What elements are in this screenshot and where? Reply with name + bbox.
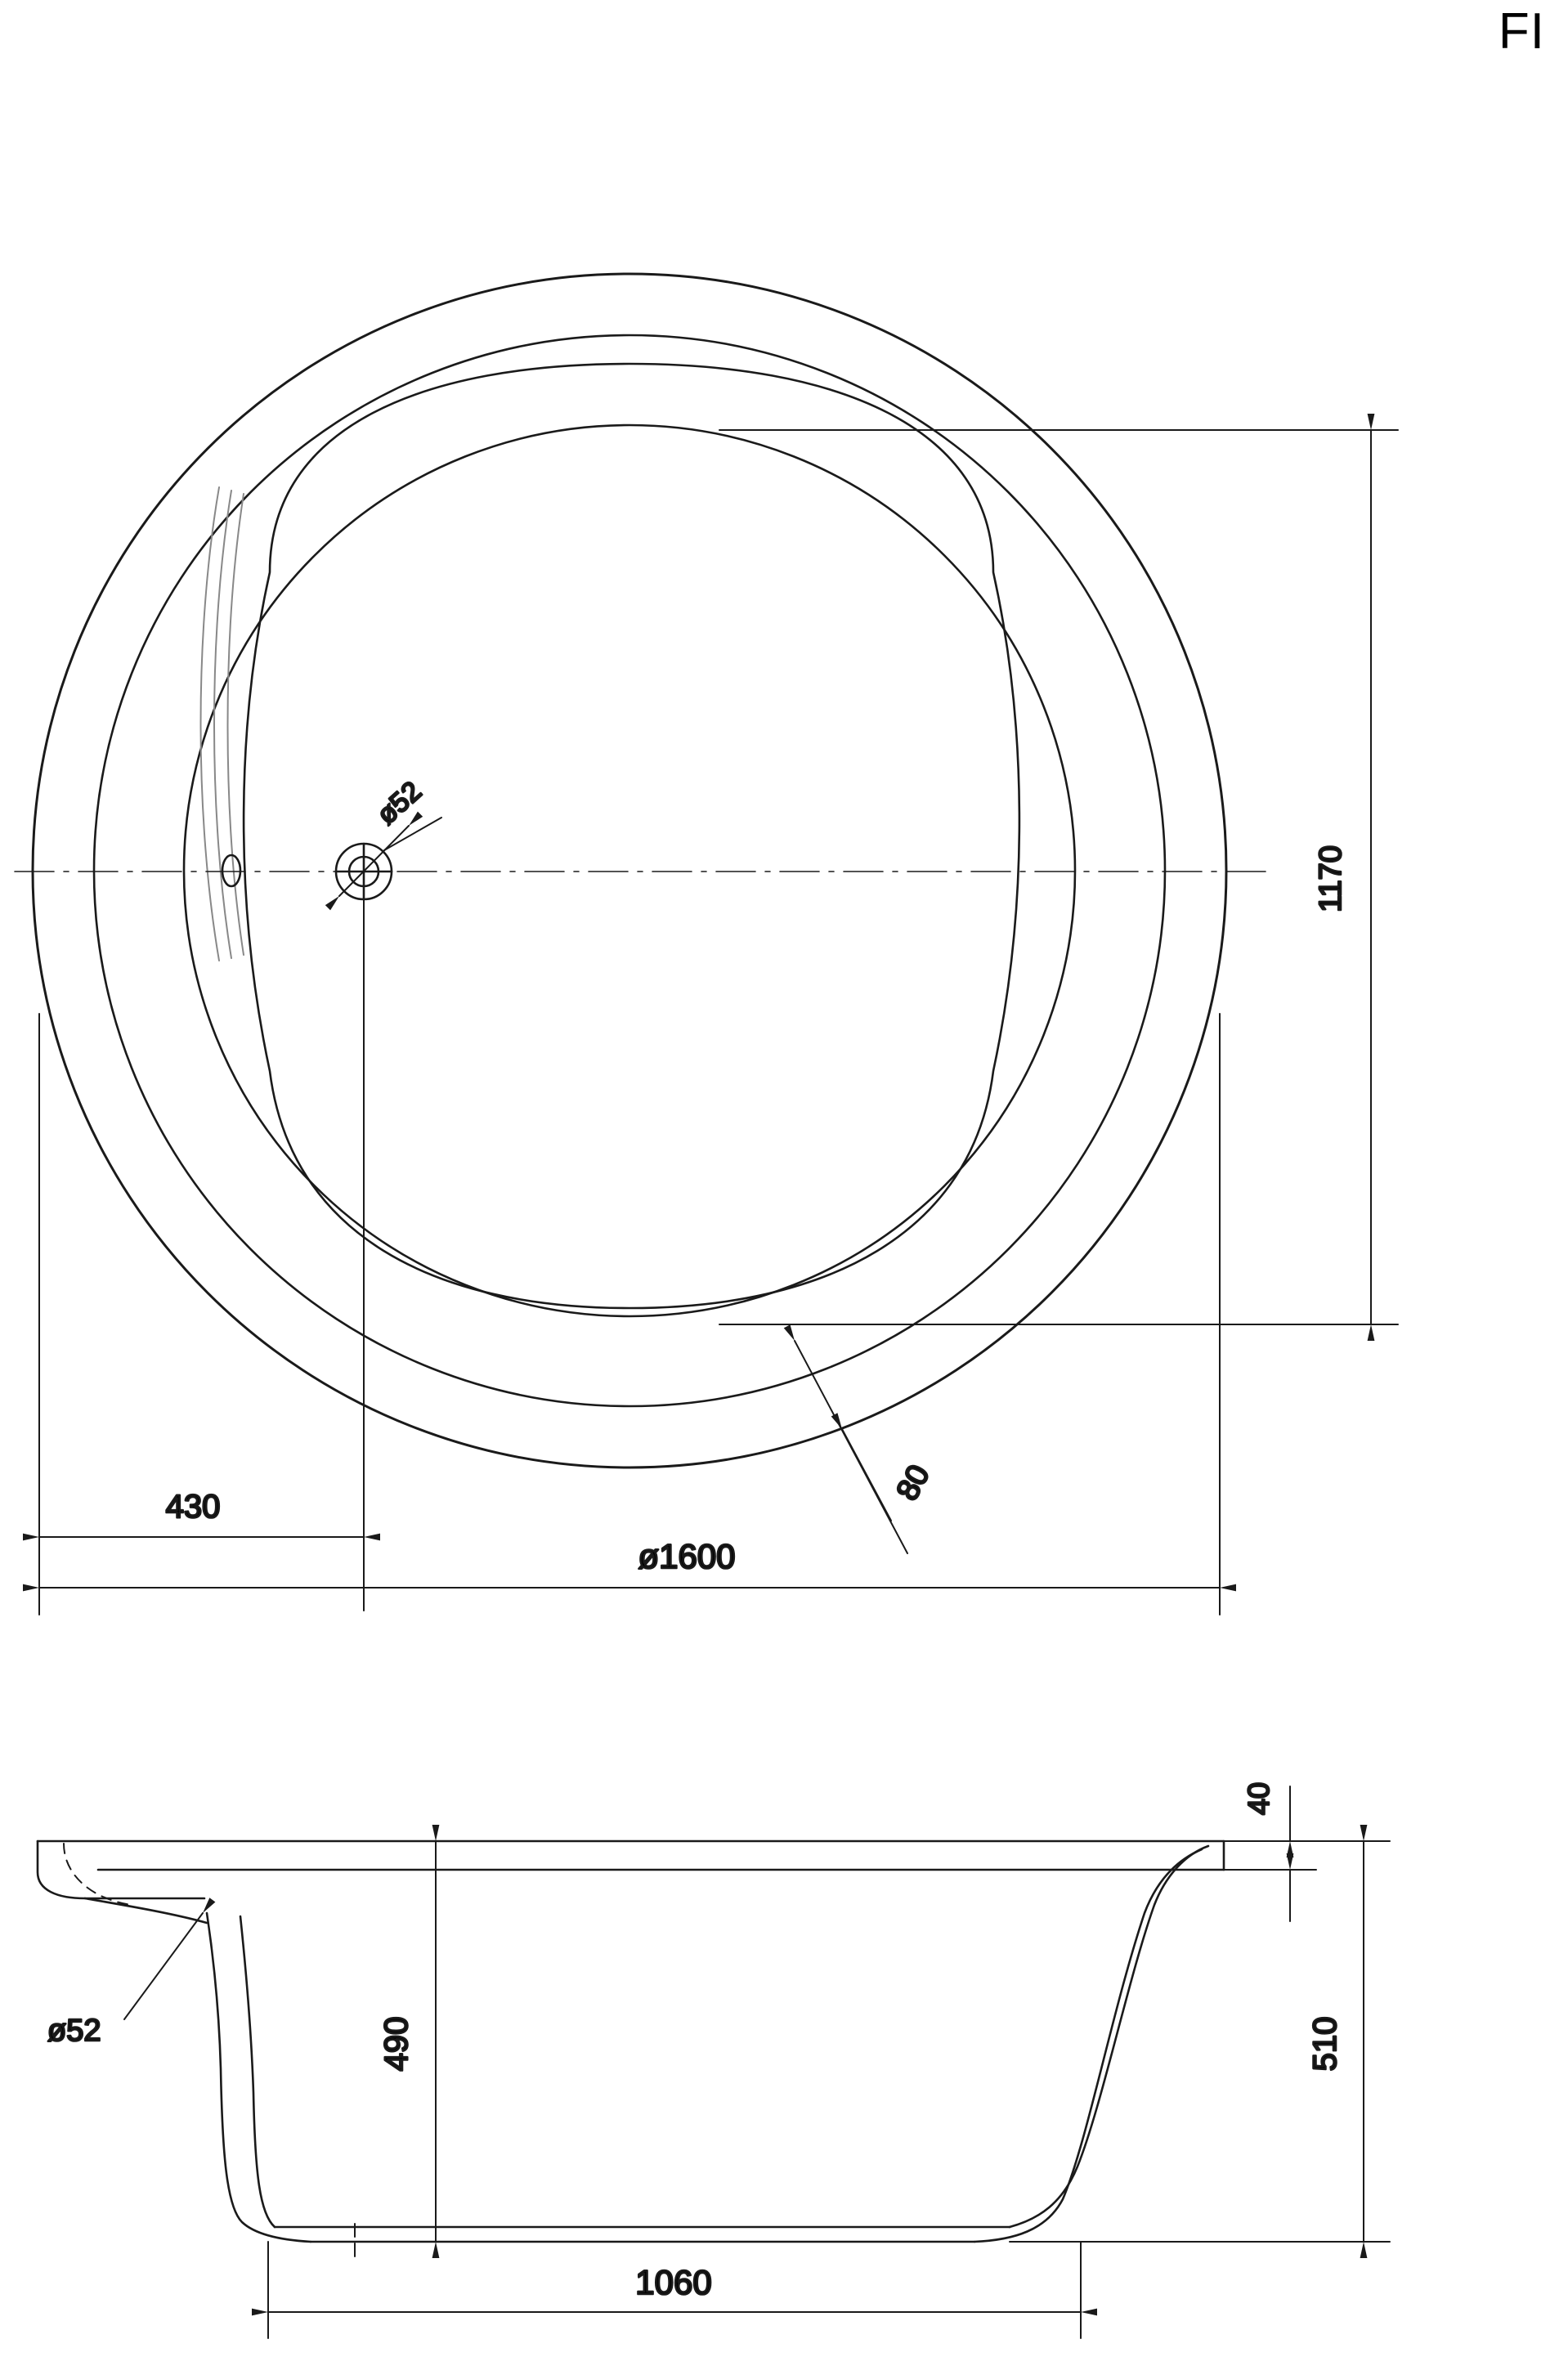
- sheet-title: FI: [1498, 3, 1545, 60]
- top-view-geometry: [33, 274, 1226, 1468]
- dim-label-inner-height: 1170: [1314, 845, 1348, 912]
- dim-label-rim-width: 80: [889, 1459, 937, 1507]
- overflow-diameter-leader: [124, 1913, 203, 2019]
- dim-label-overall-height: 510: [1307, 2016, 1343, 2072]
- dim-label-base-width: 1060: [635, 2263, 712, 2301]
- section-view-geometry: [38, 1841, 1224, 2263]
- dim-rim-width: [795, 1341, 916, 1553]
- dim-label-inner-depth: 490: [379, 2016, 414, 2072]
- dim-label-overflow-diameter: ø52: [47, 2014, 101, 2048]
- dim-label-overall-diameter: ø1600: [638, 1537, 736, 1575]
- dim-label-drain-offset: 430: [165, 1489, 221, 1525]
- dim-label-drain-diameter: ø52: [370, 775, 428, 831]
- dim-label-rim-thickness: 40: [1242, 1781, 1275, 1816]
